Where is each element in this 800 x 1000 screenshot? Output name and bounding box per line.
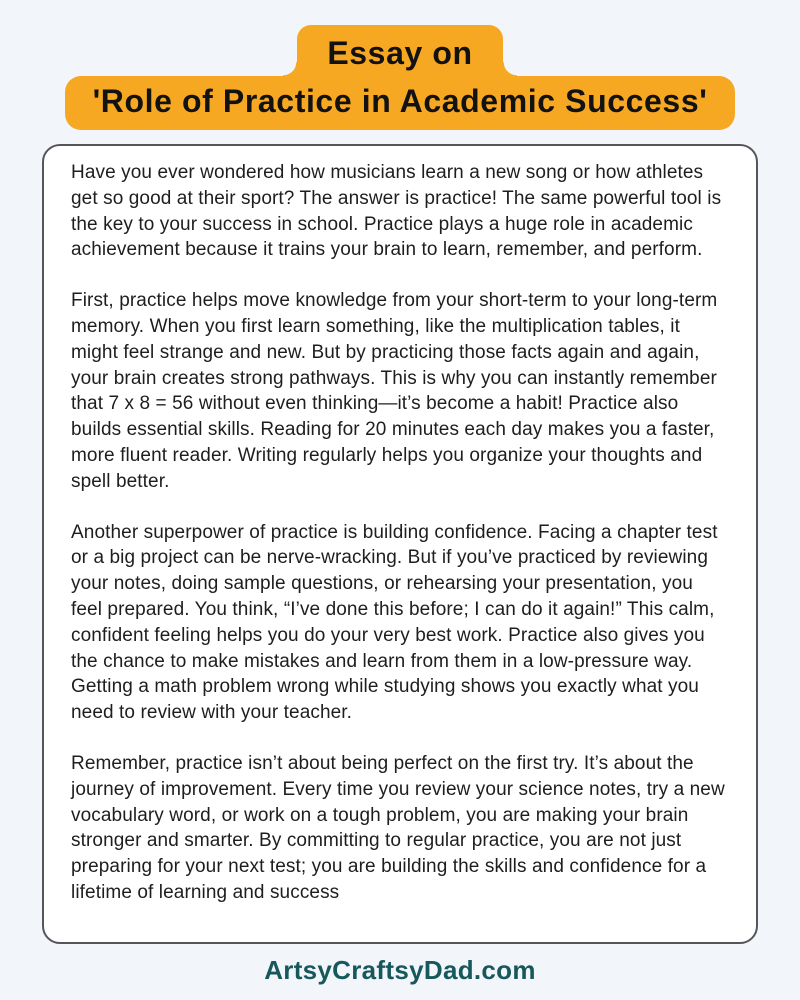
footer [0, 955, 800, 986]
essay-paragraph-intro: Have you ever wondered how musicians learn a new song or how athletes get so good at their sport? The answer is practice! The same powerful tool is the key to your success in school. Practice plays a huge role in academic achievement because it trains your brain to learn, remember, and perform. [71, 162, 722, 261]
website-name: ArtsyCraftsyDad.com [264, 955, 536, 985]
banner-bottom-bar [65, 76, 736, 130]
page-title-line1: Essay on [327, 35, 473, 71]
essay-paragraph-memory-skills: First, practice helps move knowledge from your short-term to your long-term memory. When you first learn something, like the multiplication tables, it might feel strange and new. But by practicing those facts again and again, your brain creates strong pathways. This is why you can instantly remember that 7 x 8 = 56 without even thinking—it’s become a habit! Practice also builds essential skills. Reading for 20 minutes each day makes you a faster, more fluent reader. Writing regularly helps you organize your thoughts and spell better. [71, 290, 718, 492]
essay-paragraph-conclusion: Remember, practice isn’t about being perfect on the first try. It’s about the journey of improvement. Every time you review your science notes, try a new vocabulary word, or work on a tough problem, you are making your brain stronger and smarter. By committing to regular practice, you are not just preparing for your next test; you are building the skills and confidence for a lifetime of learning and success [71, 752, 725, 903]
banner-top-tab [297, 25, 502, 76]
title-banner [0, 0, 800, 130]
page-title-line2: 'Role of Practice in Academic Success' [92, 83, 708, 119]
essay-body-card [42, 144, 758, 944]
essay-paragraph-confidence: Another superpower of practice is building confidence. Facing a chapter test or a big project can be nerve-wracking. But if you’ve practiced by reviewing your notes, doing sample questions, or rehearsing your presentation, you feel prepared. You think, “I’ve done this before; I can do it again!” This calm, confident feeling helps you do your very best work. Practice also gives you the chance to make mistakes and learn from them in a low-pressure way. Getting a math problem wrong while studying shows you exactly what you need to review with your teacher. [71, 521, 718, 724]
